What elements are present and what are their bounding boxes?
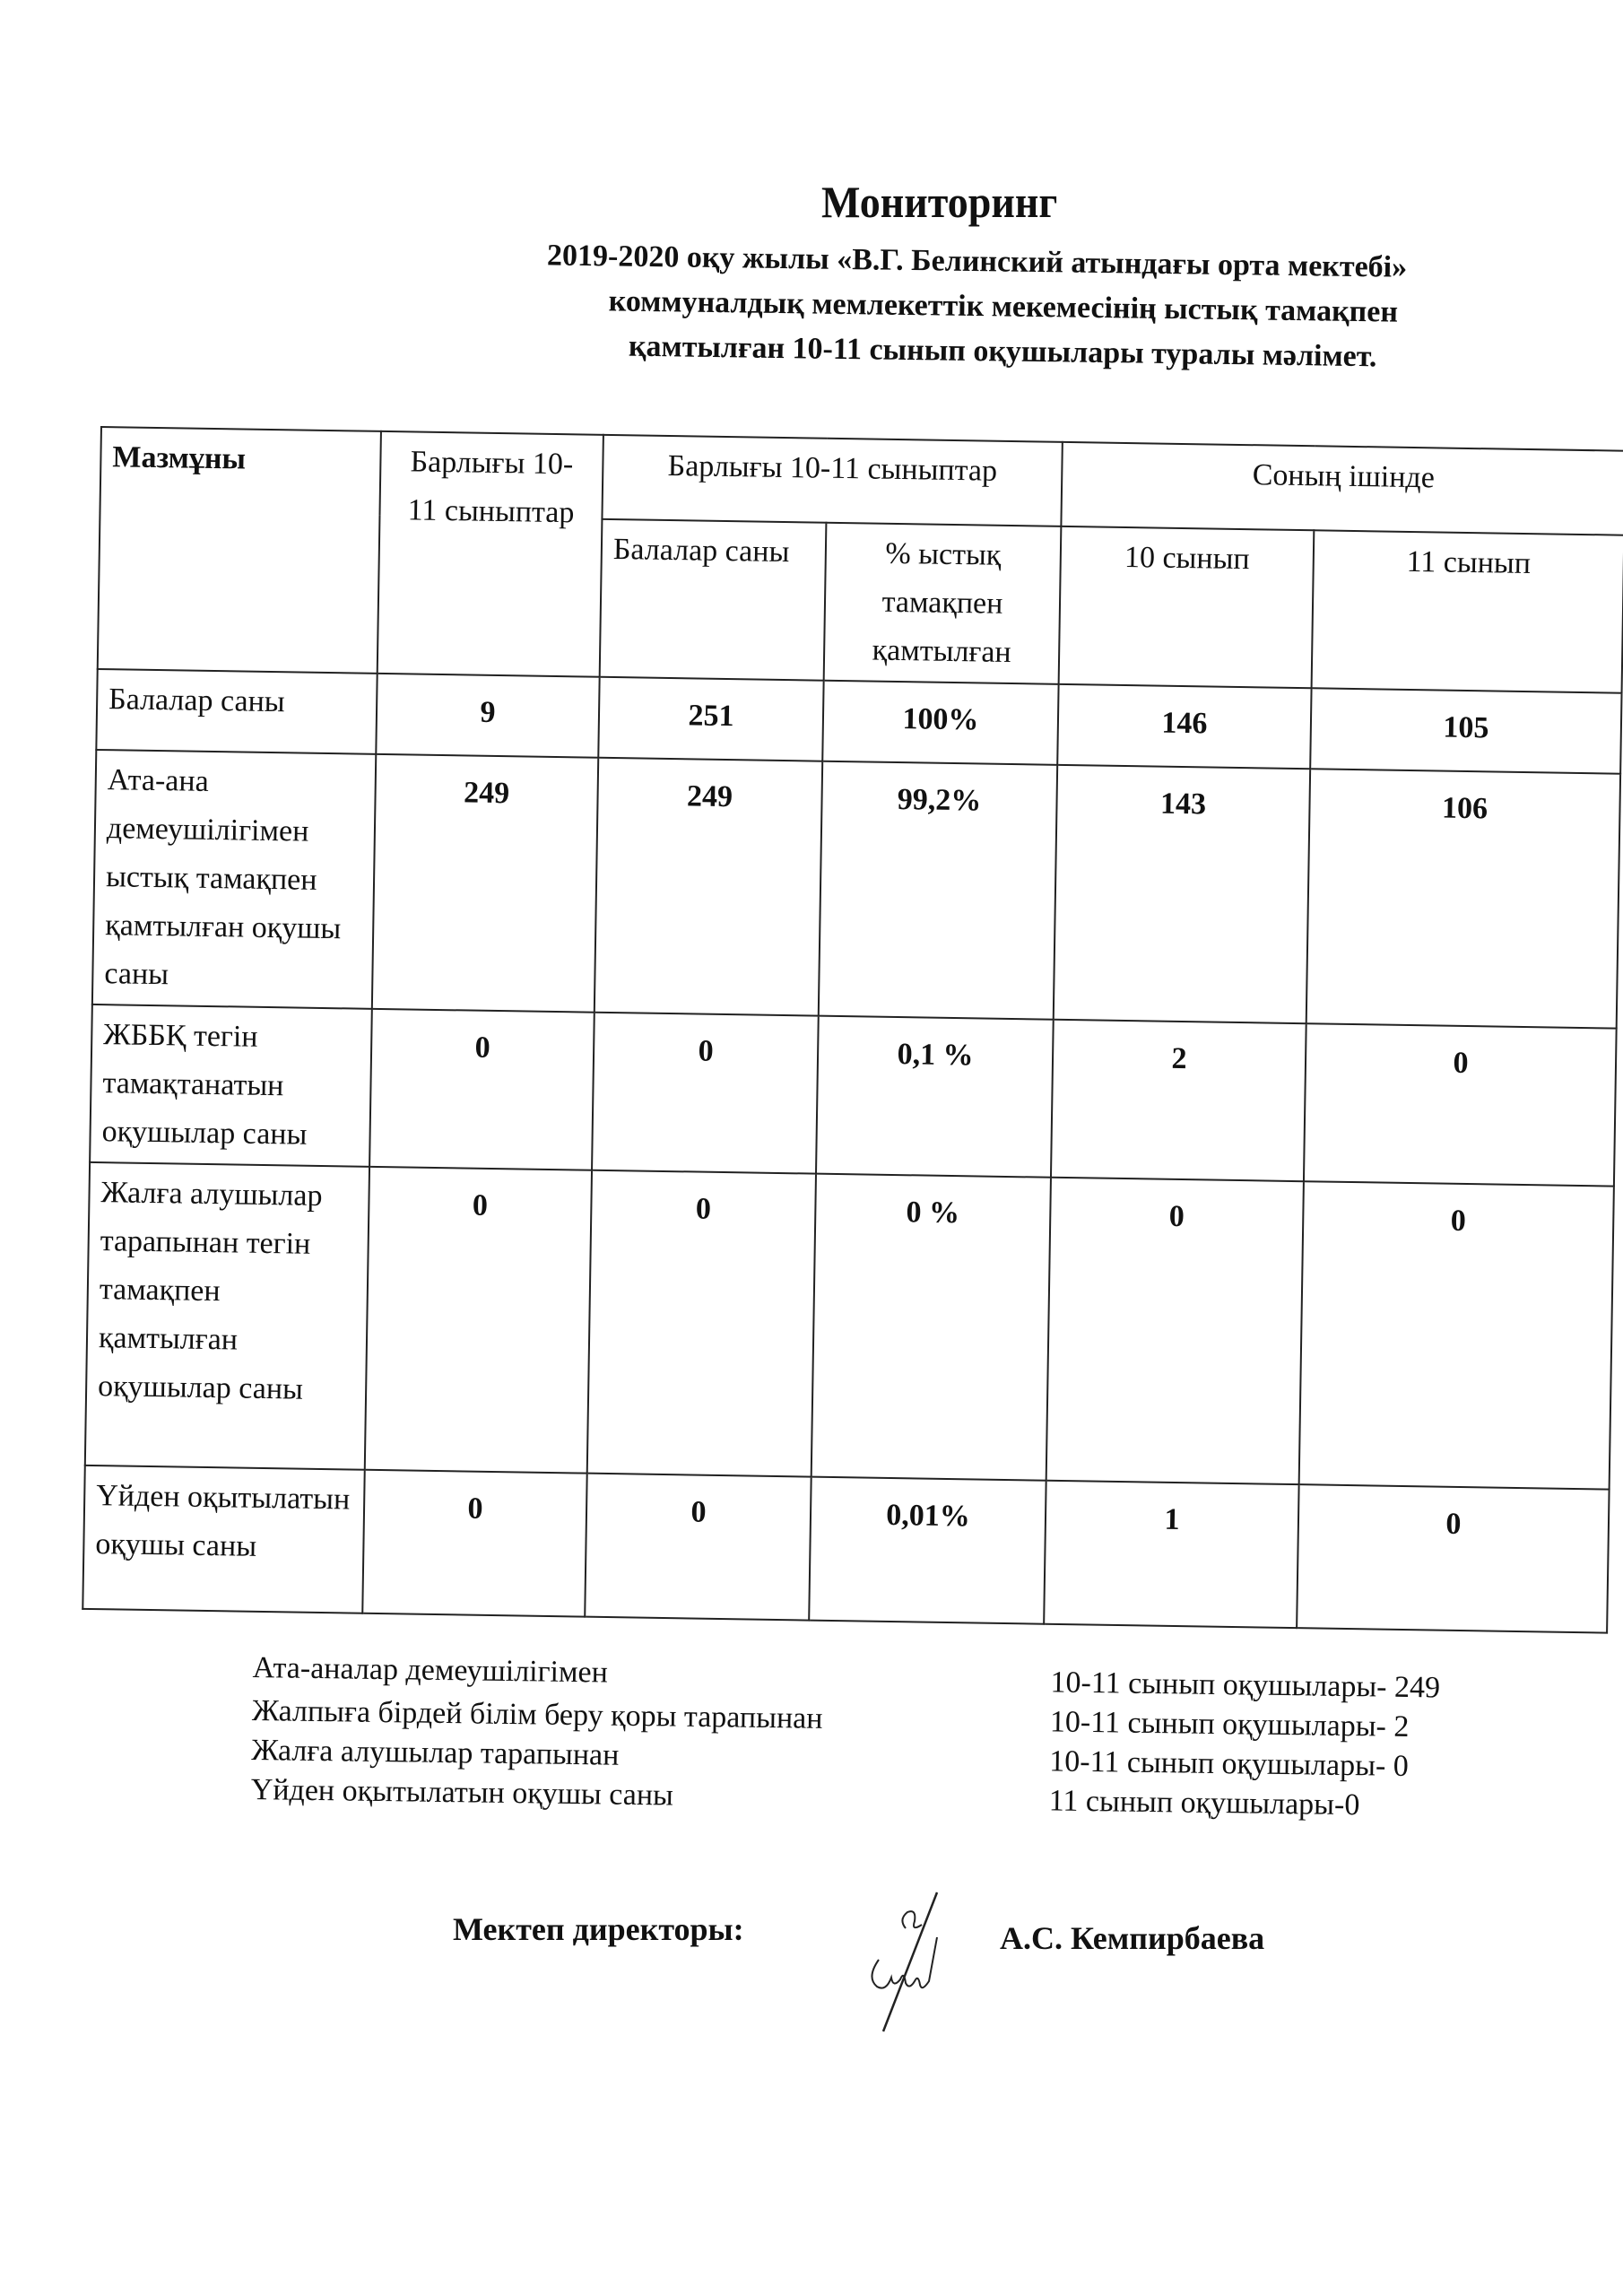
subtitle-line-3: қамтылған 10-11 сынып оқушылары туралы мәлімет. [628,329,1377,374]
header-grade-10: 10 сынып [1059,526,1315,688]
cell-total-classes: 0 [365,1167,592,1474]
cell-percent: 100% [822,681,1058,765]
monitoring-table [82,426,1623,1634]
signature-name: А.С. Кемпирбаева [1000,1920,1265,1956]
cell-grade-10: 2 [1051,1020,1306,1181]
header-total-classes: Барлығы 10-11 сыныптар [378,431,603,677]
header-content: Мазмұны [98,427,381,674]
cell-grade-10: 0 [1046,1178,1304,1484]
summary-label: Жалпыға бірдей білім беру қоры тарапынан [251,1693,823,1735]
table-row [90,1004,1617,1187]
cell-children-count: 0 [587,1170,816,1477]
cell-percent: 0,01% [809,1477,1046,1624]
table-row [92,750,1620,1029]
cell-grade-11: 0 [1297,1484,1609,1632]
cell-total-classes: 0 [369,1009,595,1170]
subtitle-line-2: коммуналдық мемлекеттік мекемесінің ыстық тамақпен [608,284,1399,329]
cell-grade-11: 105 [1310,688,1621,773]
cell-percent: 99,2% [819,761,1057,1020]
subtitle-line-1: 2019-2020 оқу жылы «В.Г. Белинский атындағы орта мектебі» [546,239,1408,284]
document-subtitle [393,231,1560,382]
summary-section [250,1648,1552,1828]
summary-value: 11 сынып оқушылары-0 [1048,1784,1360,1822]
row-label: Балалар саны [96,669,377,754]
cell-grade-10: 1 [1044,1481,1298,1628]
summary-value: 10-11 сынып оқушылары- 2 [1049,1705,1410,1744]
cell-percent: 0,1 % [816,1016,1054,1178]
document-title: Мониторинг [820,177,1058,227]
row-label: ЖББҚ тегін тамақтанатын оқушылар саны [90,1004,372,1167]
cell-grade-10: 143 [1054,765,1310,1023]
row-label: Ата-ана демеушілігімен ыстық тамақпен қамтылған оқушы саны [92,750,376,1009]
cell-percent: 0 % [812,1174,1051,1481]
cell-grade-11: 0 [1304,1023,1617,1186]
header-grade-11: 11 сынып [1312,530,1623,692]
table-row [82,1465,1609,1633]
cell-grade-10: 146 [1057,684,1311,769]
cell-children-count: 0 [592,1013,819,1174]
cell-total-classes: 9 [376,674,599,758]
header-percent-hot-meal: % ыстық тамақпен қамтылған [824,523,1062,684]
row-label: Үйден оқытылатын оқушы саны [82,1465,364,1613]
summary-label: Ата-аналар демеушілігімен [252,1650,609,1690]
summary-label: Үйден оқытылатын оқушы саны [250,1772,674,1813]
cell-total-classes: 0 [362,1470,586,1617]
header-children-count: Балалар саны [600,519,827,681]
cell-total-classes: 249 [372,754,598,1013]
cell-grade-11: 106 [1306,769,1620,1028]
header-including-group: Соның ішінде [1061,442,1623,535]
cell-children-count: 0 [585,1474,811,1621]
header-total-group: Барлығы 10-11 сыныптар [602,435,1062,526]
cell-children-count: 249 [595,758,822,1016]
table-header-row-1 [100,427,1623,535]
summary-value: 10-11 сынып оқушылары- 0 [1049,1744,1410,1784]
monitoring-table-container [82,426,1623,1634]
summary-label: Жалға алушылар тарапынан [251,1733,620,1772]
cell-grade-11: 0 [1299,1181,1614,1489]
signature-label: Мектеп директоры: [453,1911,744,1947]
cell-children-count: 251 [598,677,823,761]
row-label: Жалға алушылар тарапынан тегін тамақпен қамтылған оқушылар саны [85,1162,369,1470]
summary-value: 10-11 сынып оқушылары- 249 [1050,1665,1441,1705]
handwritten-signature-icon [829,1883,1009,2036]
table-row [85,1162,1614,1490]
